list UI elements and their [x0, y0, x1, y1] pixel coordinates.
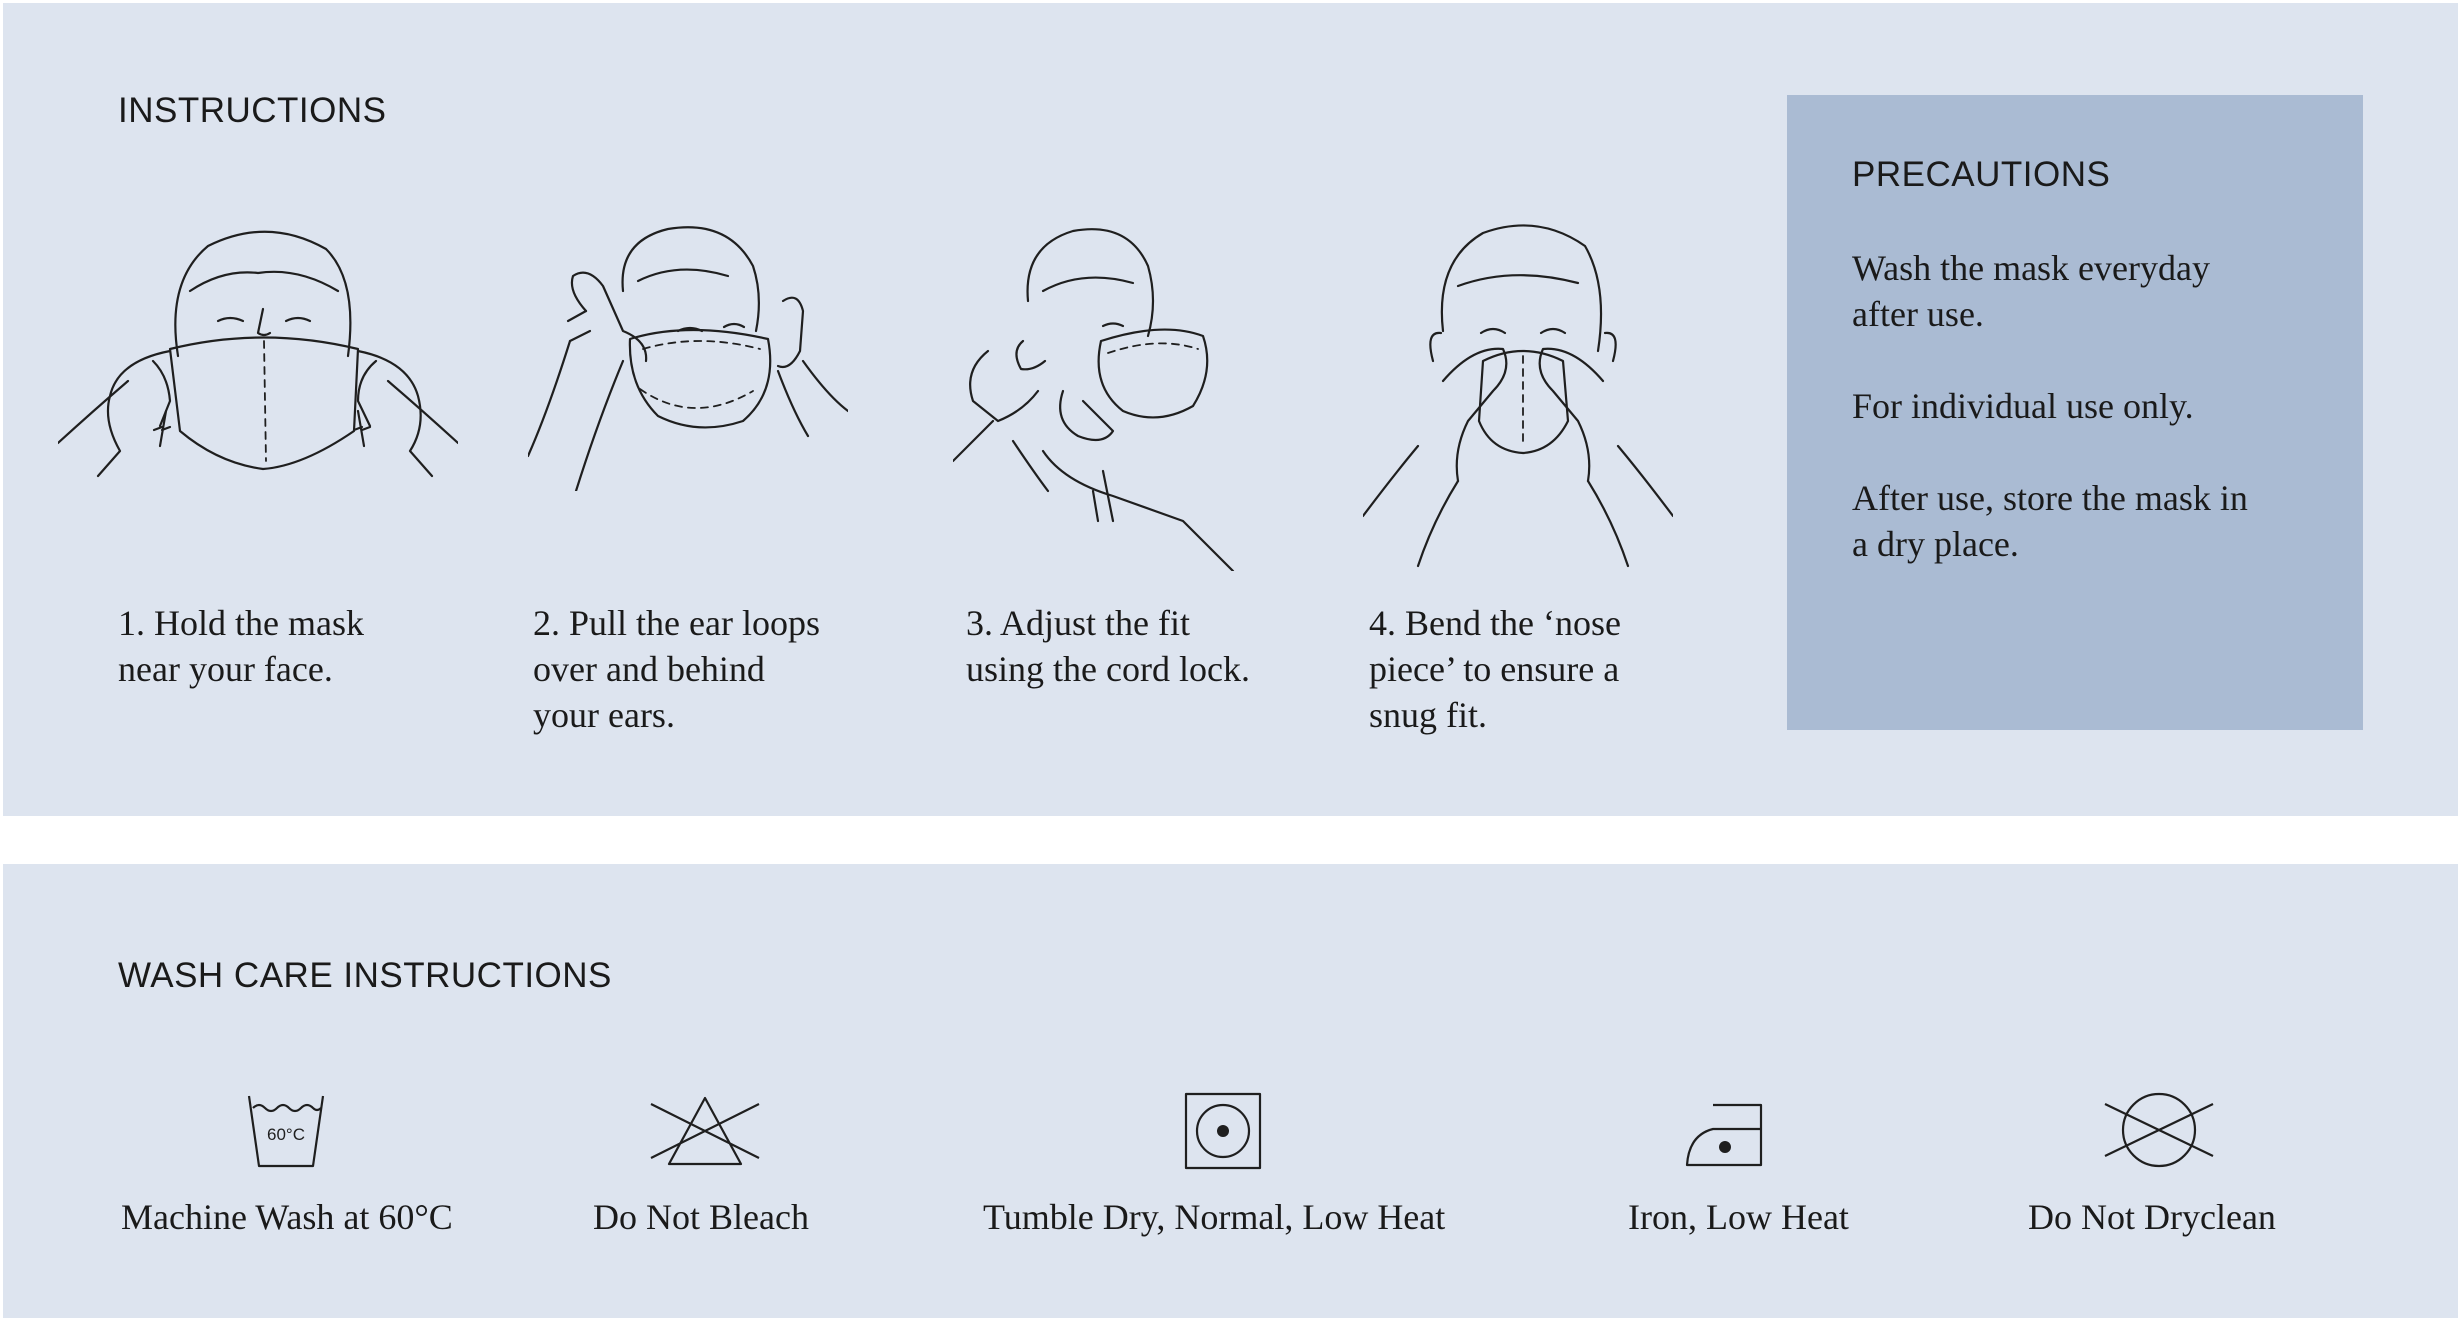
step-4-line-3: snug fit.: [1369, 695, 1488, 735]
cord-lock-illustration: [953, 221, 1253, 571]
step-4-line-2: piece’ to ensure a: [1369, 649, 1620, 689]
step-3-text: [966, 600, 1250, 692]
ear-loops-illustration: [528, 221, 848, 491]
step-2-line-3: your ears.: [533, 695, 675, 735]
wash-temp-label: 60°C: [267, 1125, 305, 1144]
do-not-dryclean-icon: [2101, 1090, 2217, 1170]
instructions-heading: INSTRUCTIONS: [118, 91, 387, 130]
step-1-text: [118, 600, 364, 692]
precautions-box: [1787, 95, 2363, 730]
wash-care-panel-bg: [3, 864, 2458, 1318]
step-3-line-2: using the cord lock.: [966, 649, 1250, 689]
precaution-text-1b: after use.: [1852, 294, 1984, 334]
step-4-line-1: 4. Bend the ‘nose: [1369, 603, 1621, 643]
instructions-panel: [3, 3, 2458, 816]
wash-label: Machine Wash at 60°C: [121, 1197, 453, 1237]
precaution-text-3b: a dry place.: [1852, 524, 2019, 564]
iron-label: Iron, Low Heat: [1628, 1197, 1849, 1237]
step-2-line-2: over and behind: [533, 649, 765, 689]
step-2-text: [533, 600, 820, 738]
nose-piece-illustration: [1363, 221, 1673, 571]
precaution-line-2: For individual use only.: [1852, 386, 2194, 426]
step-1-line-2: near your face.: [118, 649, 333, 689]
bleach-label: Do Not Bleach: [593, 1197, 809, 1237]
precaution-text-3a: After use, store the mask in: [1852, 478, 2248, 518]
step-2-line-1: 2. Pull the ear loops: [533, 603, 820, 643]
precautions-heading: PRECAUTIONS: [1852, 155, 2111, 194]
step-3-line-1: 3. Adjust the fit: [966, 603, 1190, 643]
precaution-line-3: [1852, 475, 2332, 567]
precaution-line-1: [1852, 245, 2332, 337]
step-4-text: [1369, 600, 1621, 738]
tumble-dry-icon: [1184, 1092, 1262, 1170]
do-not-bleach-icon: [647, 1092, 763, 1168]
wash-tub-icon: [245, 1090, 327, 1172]
iron-icon: [1685, 1099, 1765, 1169]
wash-care-heading: WASH CARE INSTRUCTIONS: [118, 956, 612, 995]
tumble-dry-label: Tumble Dry, Normal, Low Heat: [983, 1197, 1446, 1237]
wash-care-panel: [3, 864, 2458, 1318]
precaution-text-1a: Wash the mask everyday: [1852, 248, 2210, 288]
dryclean-label: Do Not Dryclean: [2028, 1197, 2276, 1237]
hold-mask-illustration: [58, 221, 458, 481]
step-1-line-1: 1. Hold the mask: [118, 603, 364, 643]
